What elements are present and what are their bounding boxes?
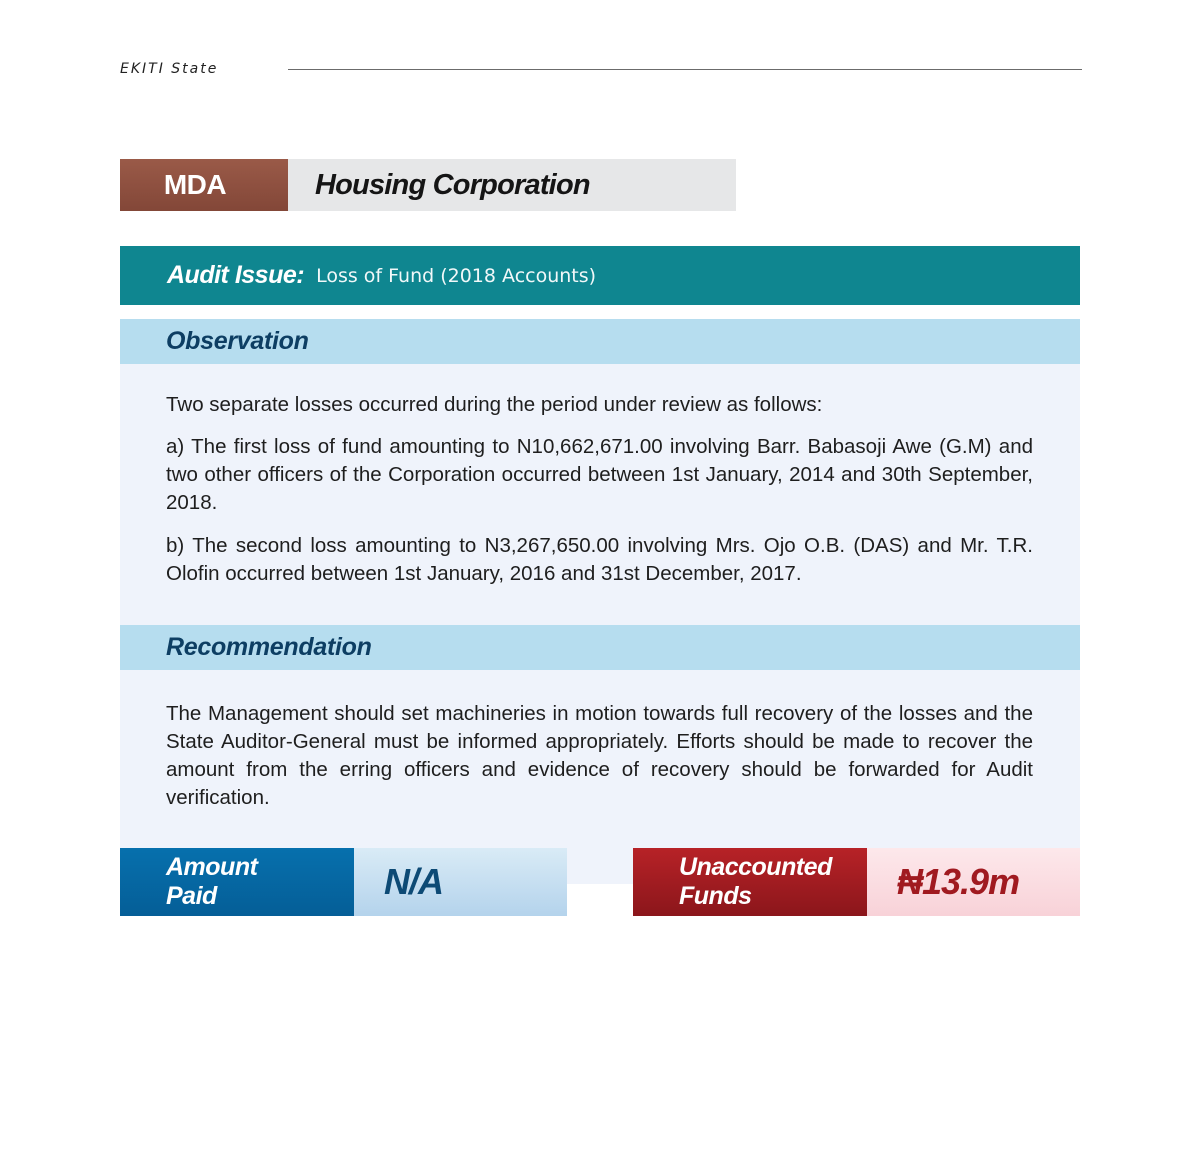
unaccounted-funds-value: ₦13.9m — [867, 848, 1080, 916]
mda-tag: MDA — [120, 159, 288, 211]
amount-paid-label — [120, 848, 354, 916]
unaccounted-funds-label — [633, 848, 867, 916]
state-name: EKITI State — [120, 61, 219, 77]
recommendation-heading: Recommendation — [120, 625, 1080, 670]
observation-item-a: a) The first loss of fund amounting to N10,662,671.00 involving Barr. Babasoji Awe (G.M) and two other officers of the Corporation occurred between 1st January, 2014 and 30th September, 2018. — [166, 435, 1033, 514]
header-divider — [288, 69, 1082, 70]
unaccounted-funds-label-line1: Unaccounted — [679, 853, 832, 881]
amount-paid-value: N/A — [354, 848, 567, 916]
recommendation-text: The Management should set machineries in motion towards full recovery of the losses and the State Auditor-General must be informed appropriately. Efforts should be made to recover the amount from the erring officers and evidence of recovery should be forwarded for Audit verification. — [166, 702, 1033, 809]
observation-heading: Observation — [120, 319, 1080, 364]
audit-issue-bar — [120, 246, 1080, 305]
amount-paid-label-line1: Amount — [166, 853, 258, 881]
unaccounted-funds-label-line2: Funds — [679, 882, 752, 910]
audit-issue-text: Loss of Fund (2018 Accounts) — [316, 264, 597, 287]
observation-intro: Two separate losses occurred during the period under review as follows: — [166, 393, 823, 416]
mda-name: Housing Corporation — [288, 159, 736, 211]
audit-issue-label: Audit Issue: — [167, 261, 305, 289]
observation-item-b: b) The second loss amounting to N3,267,650.00 involving Mrs. Ojo O.B. (DAS) and Mr. T.R. Olofin occurred between 1st January, 2016 and 31st December, 2017. — [166, 534, 1033, 585]
amount-paid-label-line2: Paid — [166, 882, 217, 910]
